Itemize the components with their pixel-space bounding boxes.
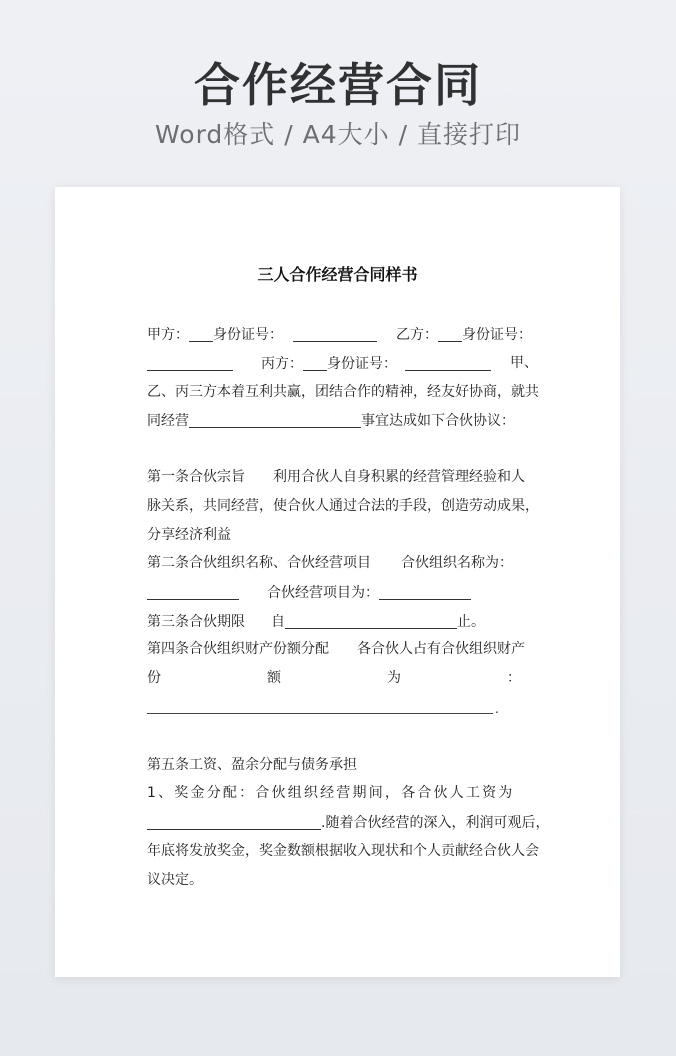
- intro-line-4-start: 同经营: [147, 413, 189, 429]
- intro-line-3: 乙、丙三方本着互利共赢，团结合作的精神，经友好协商，就共: [147, 384, 539, 400]
- party-c-id-label: 身份证号：: [327, 356, 397, 372]
- subtitle: Word格式 / A4大小 / 直接打印: [155, 120, 521, 149]
- party-c-line: [147, 356, 491, 371]
- article-5-heading: 第五条工资、盈余分配与债务承担: [147, 757, 357, 773]
- article-1-line-2: 脉关系，共同经营，使合伙人通过合法的手段，创造劳动成果，: [147, 498, 539, 514]
- article-3-line: [147, 614, 485, 629]
- article-1-heading: 第一条合伙宗旨: [147, 469, 245, 485]
- term-blank: [285, 614, 457, 629]
- article-2-line-1: [147, 556, 513, 570]
- article-5-line-4: 议决定。: [147, 872, 203, 888]
- article-4-char-3: 为: [387, 670, 401, 686]
- intro-line-4: [147, 413, 515, 428]
- article-4-text-1: 各合伙人占有合伙组织财产: [357, 641, 525, 657]
- article-5-line-3: 年底将发放奖金，奖金数额根据收入现状和个人贡献经合伙人会: [147, 843, 539, 859]
- project-blank: [379, 585, 471, 600]
- share-end-mark: .: [495, 702, 499, 716]
- wage-blank: [147, 815, 321, 830]
- party-b-line: [396, 327, 532, 342]
- document-page: [55, 187, 620, 977]
- article-5-line-2-text: .随着合伙经营的深入，利润可观后，: [321, 815, 550, 831]
- term-to: 止。: [457, 614, 485, 630]
- article-4-line-2: [147, 671, 521, 685]
- party-c-label: 丙方：: [261, 356, 303, 372]
- main-title: 合作经营合同: [194, 58, 482, 112]
- party-a-id-label: 身份证号：: [213, 327, 283, 343]
- party-a-label: 甲方：: [147, 327, 189, 343]
- project-label: 合伙经营项目为：: [267, 585, 379, 601]
- article-3-heading: 第三条合伙期限: [147, 614, 245, 630]
- article-1-line-1: [147, 470, 525, 484]
- article-2-heading: 第二条合伙组织名称、合伙经营项目: [147, 555, 371, 571]
- document-title: 三人合作经营合同样书: [257, 265, 418, 284]
- party-b-label: 乙方：: [396, 327, 438, 343]
- article-4-heading: 第四条合伙组织财产份额分配: [147, 641, 329, 657]
- article-4-char-1: 份: [147, 670, 161, 686]
- party-b-id-blank: [147, 356, 233, 371]
- party-b-name-blank: [438, 327, 462, 342]
- party-a-id-blank: [293, 327, 377, 342]
- party-c-name-blank: [303, 356, 327, 371]
- article-1-text-1: 利用合伙人自身积累的经营管理经验和人: [273, 469, 525, 485]
- party-b-id-label: 身份证号：: [462, 327, 532, 343]
- party-jia-word: 甲、: [510, 355, 538, 371]
- party-a-line: [147, 327, 377, 342]
- business-blank: [189, 413, 361, 428]
- article-2-line-2: [147, 585, 471, 600]
- article-5-line-2: [147, 815, 549, 830]
- party-c-id-blank: [405, 356, 491, 371]
- share-blank: [147, 713, 493, 714]
- article-4-char-2: 额: [267, 670, 281, 686]
- header: [0, 0, 676, 170]
- org-name-label: 合伙组织名称为：: [401, 555, 513, 571]
- term-from: 自: [271, 614, 285, 630]
- article-5-item-1: 1、奖金分配：合伙组织经营期间，各合伙人工资为: [147, 785, 515, 801]
- article-4-line-1: [147, 642, 525, 656]
- intro-line-4-end: 事宜达成如下合伙协议：: [361, 413, 515, 429]
- article-1-line-3: 分享经济利益: [147, 527, 231, 543]
- article-4-char-4: ：: [507, 670, 521, 686]
- org-name-blank: [147, 585, 239, 600]
- party-a-name-blank: [189, 327, 213, 342]
